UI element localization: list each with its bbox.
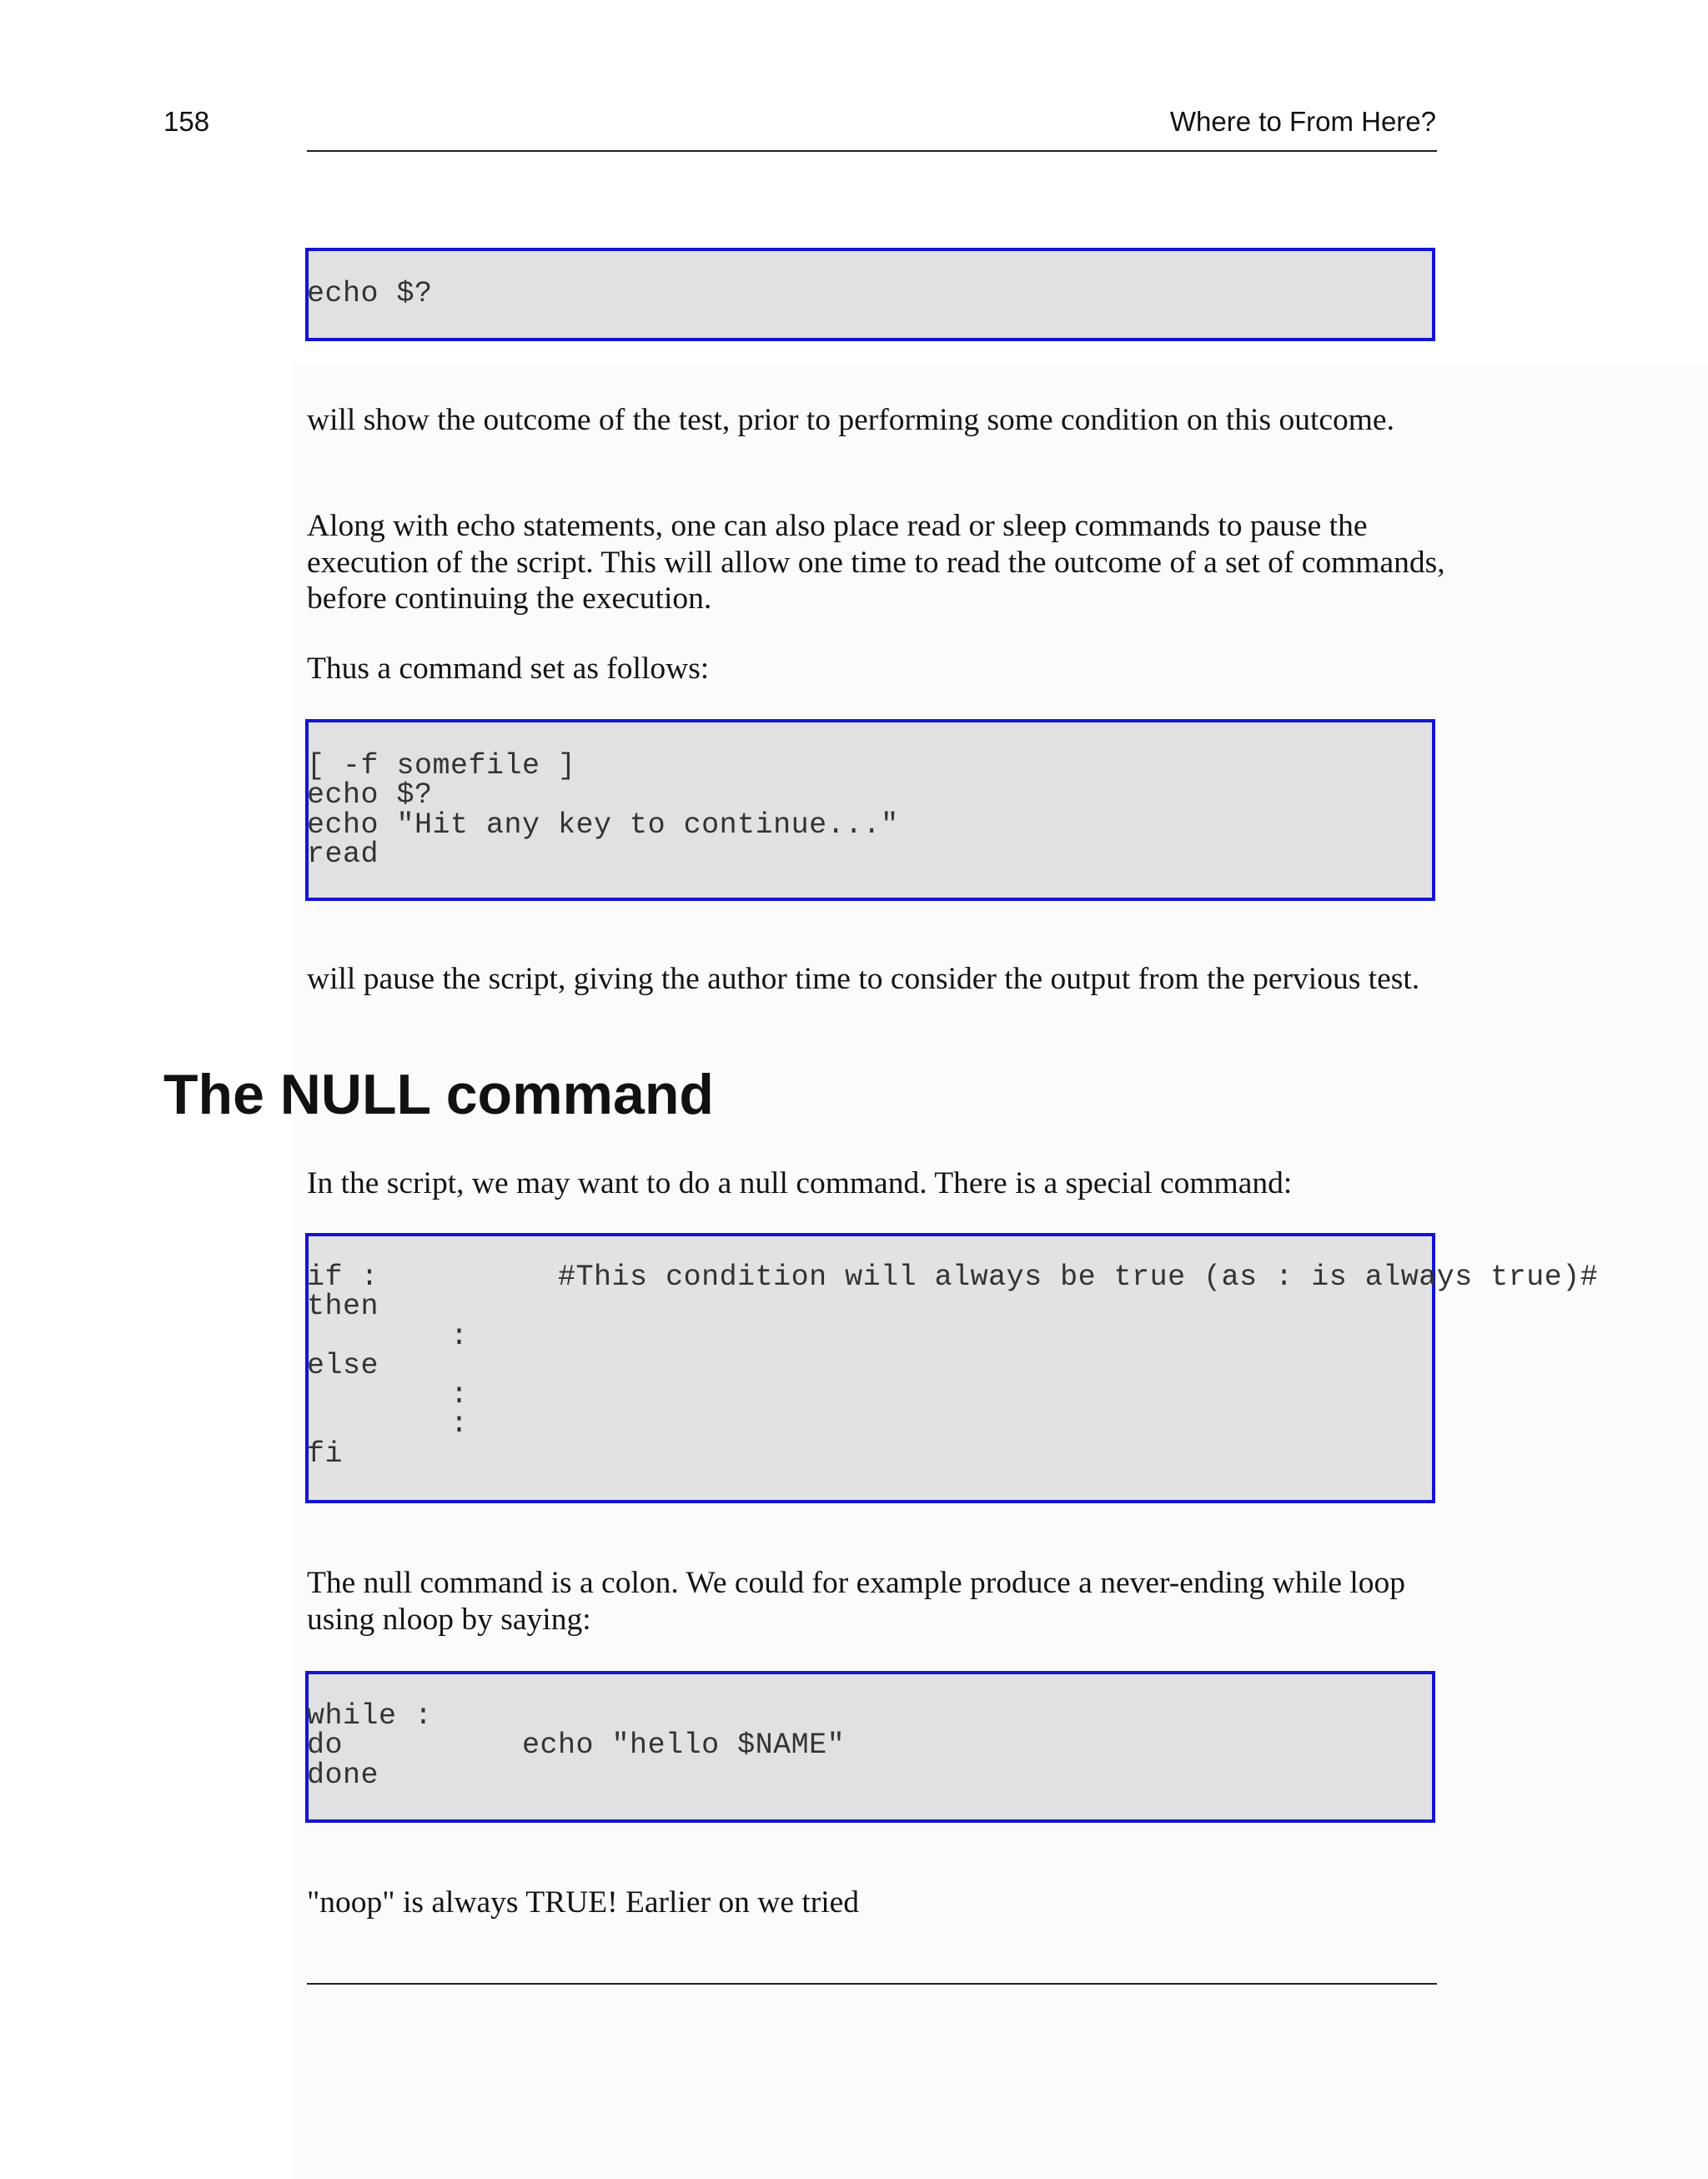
code-block <box>305 1671 1435 1823</box>
running-header-title: Where to From Here? <box>1169 106 1436 137</box>
code-block <box>305 248 1435 341</box>
header-rule <box>307 150 1437 152</box>
body-paragraph: "noop" is always TRUE! Earlier on we tried <box>307 1885 860 1920</box>
body-paragraph: Along with echo statements, one can also place read or sleep commands to pause the execution of the script. This will allow one time to read the outcome of a set of commands, before continuing the execution. <box>307 509 1445 616</box>
body-paragraph: The null command is a colon. We could for example produce a never-ending while loop using nloop by saying: <box>307 1566 1406 1637</box>
page-number: 158 <box>163 106 210 137</box>
body-paragraph: will show the outcome of the test, prior to performing some condition on this outcome. <box>307 403 1394 437</box>
code-block <box>305 1233 1599 1503</box>
section-heading: The NULL command <box>163 1063 714 1126</box>
code-text: if : #This condition will always be true (as : is always true)# then : else : : fi <box>307 1261 1599 1471</box>
body-paragraph: will pause the script, giving the author time to consider the output from the pervious test. <box>307 962 1420 996</box>
code-text: while : do echo "hello $NAME" done <box>307 1699 846 1792</box>
code-block <box>305 719 1435 901</box>
code-text: echo $? <box>307 277 433 310</box>
body-paragraph: Thus a command set as follows: <box>307 652 710 686</box>
body-paragraph: In the script, we may want to do a null command. There is a special command: <box>307 1166 1293 1200</box>
code-text: [ -f somefile ] echo $? echo "Hit any key to continue..." read <box>307 749 899 871</box>
footer-rule <box>307 1983 1437 1985</box>
